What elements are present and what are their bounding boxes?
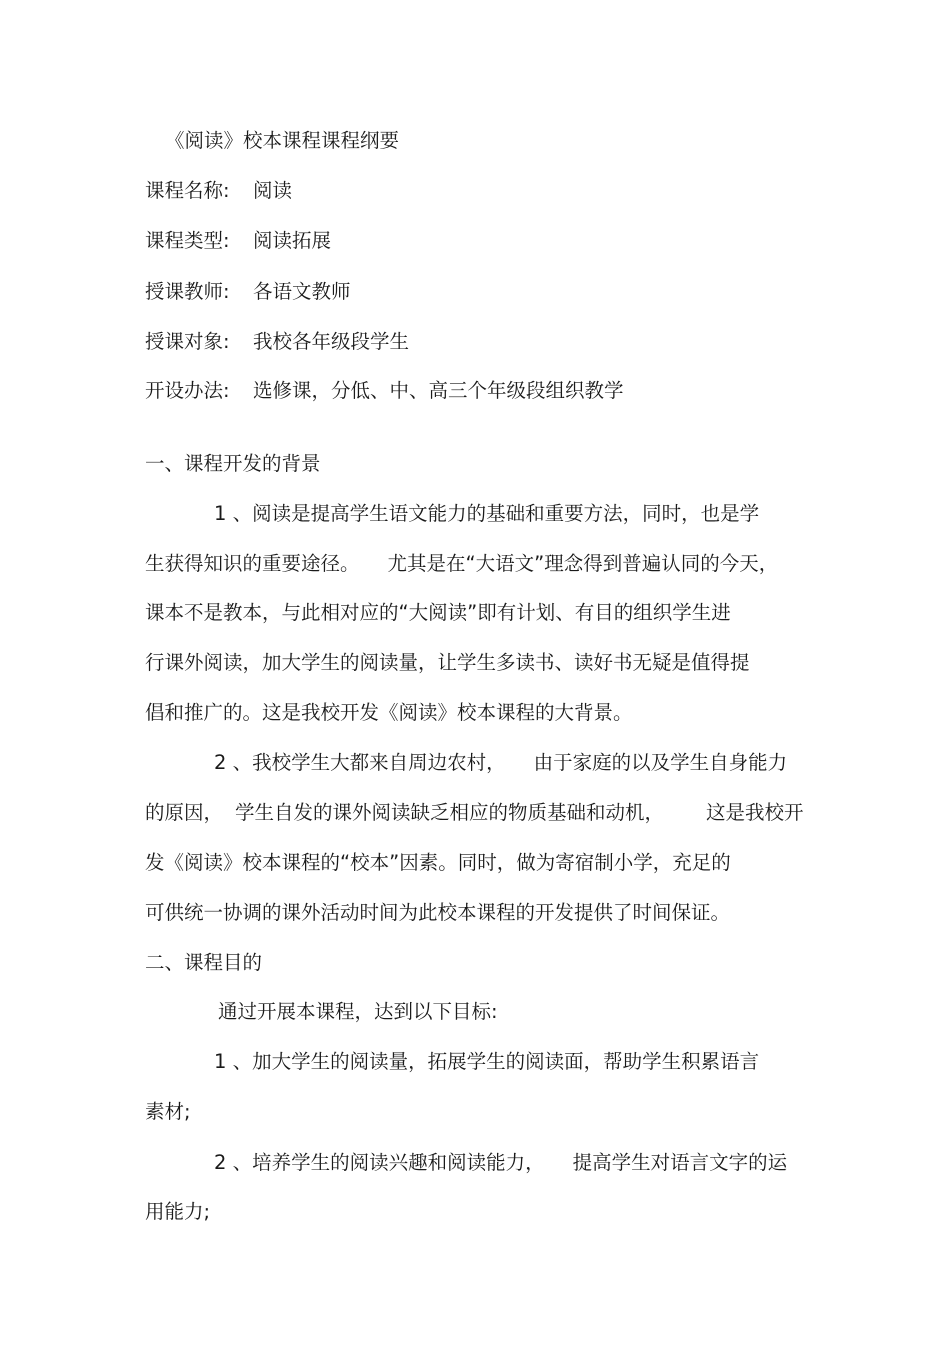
info-value: 阅读拓展: [253, 229, 332, 252]
info-row-course-name: [145, 179, 292, 203]
document-title: 《阅读》校本课程课程纲要: [165, 129, 400, 152]
paragraph-line: 用能力;: [145, 1200, 211, 1223]
info-row-method: [145, 379, 624, 403]
info-label: 课程名称:: [145, 179, 230, 202]
paragraph-line: 1 、阅读是提高学生语文能力的基础和重要方法，同时，也是学: [214, 502, 760, 525]
paragraph-line: 行课外阅读，加大学生的阅读量，让学生多读书、读好书无疑是值得提: [145, 651, 750, 674]
info-value: 阅读: [253, 179, 293, 202]
paragraph-fragment: 2 、我校学生大都来自周边农村，: [214, 751, 506, 774]
info-row-teacher: [145, 280, 351, 304]
info-label: 课程类型:: [145, 229, 230, 252]
paragraph-line: 倡和推广的。这是我校开发《阅读》校本课程的大背景。: [145, 701, 633, 724]
info-label: 授课对象:: [145, 330, 230, 353]
paragraph-fragment: 学生自发的课外阅读缺乏相应的物质基础和动机，: [235, 801, 665, 824]
paragraph-fragment: 2 、培养学生的阅读兴趣和阅读能力，: [214, 1151, 545, 1174]
info-value: 各语文教师: [253, 280, 351, 303]
paragraph-fragment: 由于家庭的以及学生自身能力: [533, 751, 788, 774]
paragraph-fragment: 这是我校开: [706, 801, 804, 824]
paragraph-fragment: 提高学生对语言文字的运: [572, 1151, 788, 1174]
paragraph-line: [214, 1151, 787, 1175]
info-value: 我校各年级段学生: [253, 330, 410, 353]
paragraph-line: 素材;: [145, 1100, 191, 1123]
info-value: 选修课，分低、中、高三个年级段组织教学: [253, 379, 624, 402]
paragraph-line: 课本不是教本，与此相对应的“大阅读”即有计划、有目的组织学生进: [145, 601, 731, 624]
paragraph-fragment: 生获得知识的重要途径。: [145, 552, 360, 575]
section-heading-goals: 二、课程目的: [145, 951, 263, 974]
paragraph-fragment: 尤其是在“大语文”理念得到普遍认同的今天，: [387, 552, 779, 575]
section-heading-background: 一、课程开发的背景: [145, 452, 321, 475]
paragraph-line: [145, 801, 804, 825]
info-label: 开设办法:: [145, 379, 230, 402]
paragraph-line: 1 、加大学生的阅读量，拓展学生的阅读面，帮助学生积累语言: [214, 1050, 760, 1073]
paragraph-fragment: 的原因，: [145, 801, 224, 824]
info-label: 授课教师:: [145, 280, 230, 303]
paragraph-line: 可供统一协调的课外活动时间为此校本课程的开发提供了时间保证。: [145, 901, 731, 924]
info-row-audience: [145, 330, 409, 354]
info-row-course-type: [145, 229, 331, 253]
paragraph-line: [214, 751, 787, 775]
paragraph-line: [145, 552, 778, 576]
paragraph-line: 通过开展本课程，达到以下目标:: [218, 1000, 498, 1023]
paragraph-line: 发《阅读》校本课程的“校本”因素。同时，做为寄宿制小学，充足的: [145, 851, 731, 874]
